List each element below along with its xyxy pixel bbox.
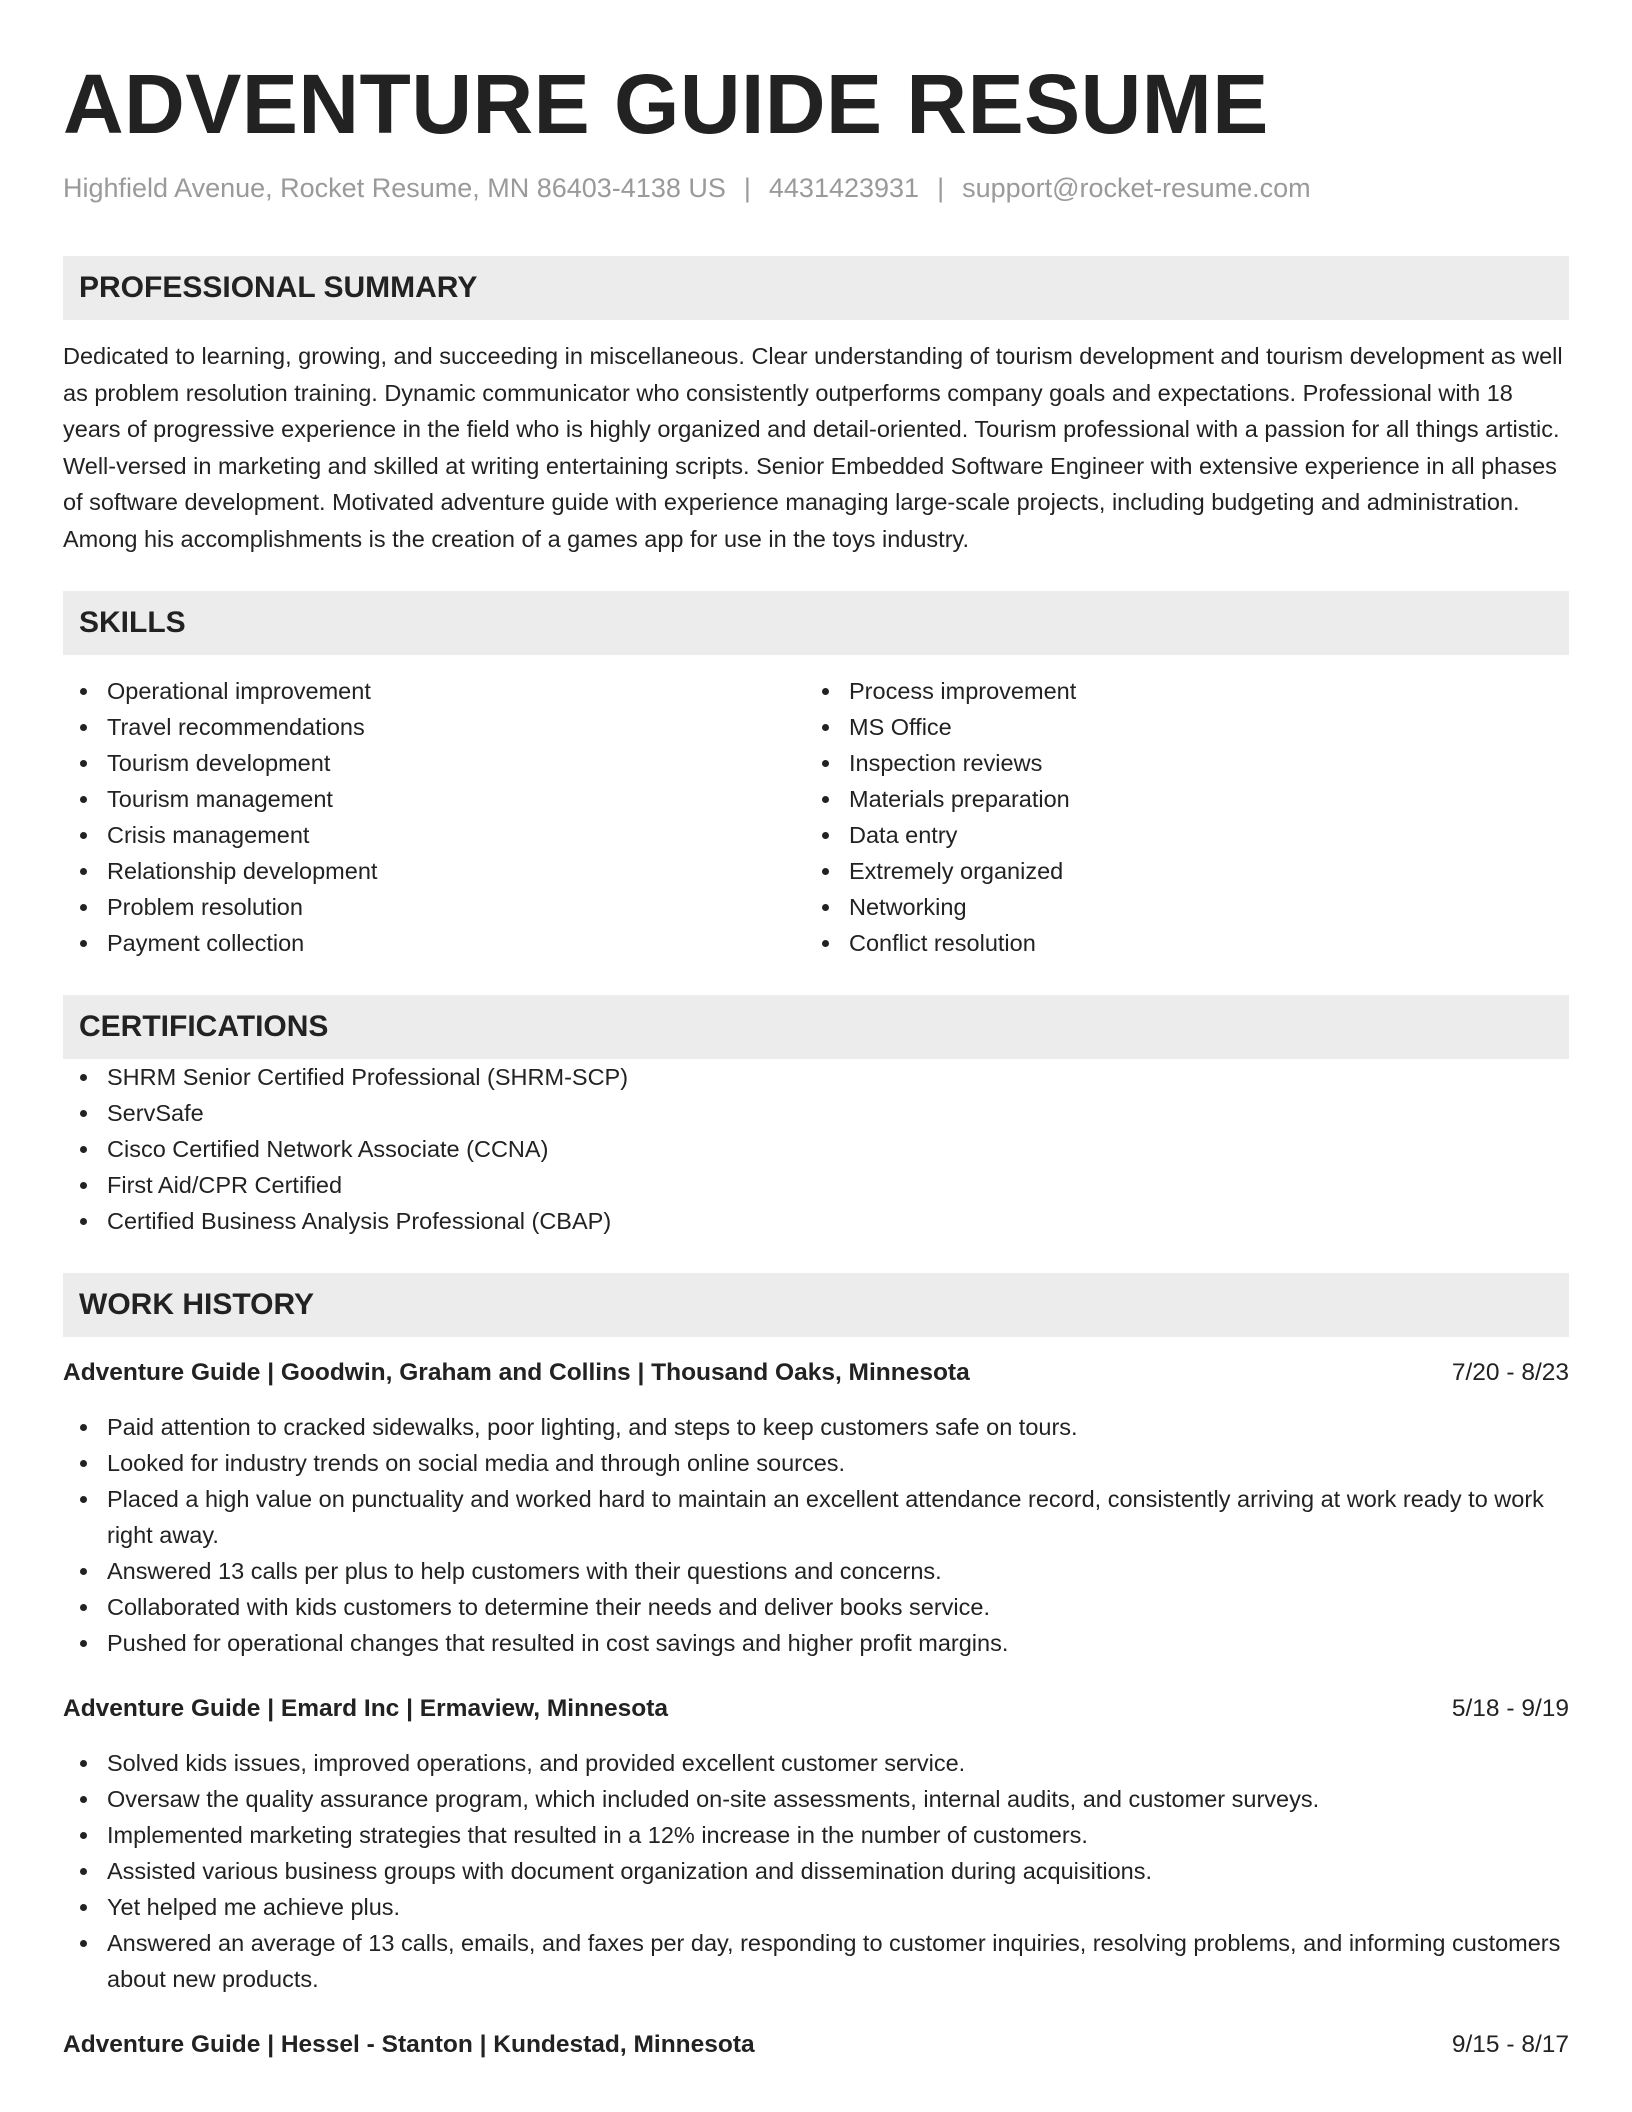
- skill-item: Materials preparation: [805, 781, 1547, 817]
- contact-separator: |: [743, 173, 751, 203]
- job-bullets: [63, 1745, 1569, 1997]
- job-dates: 7/20 - 8/23: [1451, 1359, 1569, 1386]
- skill-item: MS Office: [805, 709, 1547, 745]
- job-bullet: Looked for industry trends on social media and through online sources.: [63, 1445, 1569, 1481]
- job-header: [63, 1691, 1569, 1727]
- job-bullet: Oversaw the quality assurance program, which included on-site assessments, internal audits, and customer surveys.: [63, 1781, 1569, 1817]
- job-bullet: Answered 13 calls per plus to help customers with their questions and concerns.: [63, 1553, 1569, 1589]
- job-bullet: Yet helped me achieve plus.: [63, 1889, 1569, 1925]
- certification-item: SHRM Senior Certified Professional (SHRM-SCP): [63, 1059, 1569, 1095]
- job-bullets: [63, 1409, 1569, 1661]
- skill-item: Networking: [805, 889, 1547, 925]
- skill-item: Tourism development: [63, 745, 805, 781]
- skill-item: Process improvement: [805, 673, 1547, 709]
- skills-list-right: [805, 673, 1547, 961]
- skills-column-right: [805, 673, 1547, 961]
- job-bullet: Answered an average of 13 calls, emails, and faxes per day, responding to customer inquiries, resolving problems, and informing customers about new products.: [63, 1925, 1569, 1997]
- contact-separator: |: [937, 173, 945, 203]
- skill-item: Operational improvement: [63, 673, 805, 709]
- work-history-heading: WORK HISTORY: [63, 1273, 1569, 1337]
- job-dates: 9/15 - 8/17: [1451, 2031, 1569, 2058]
- certification-item: Cisco Certified Network Associate (CCNA): [63, 1131, 1569, 1167]
- skill-item: Problem resolution: [63, 889, 805, 925]
- skills-list-left: [63, 673, 805, 961]
- job-bullet: Implemented marketing strategies that resulted in a 12% increase in the number of customers.: [63, 1817, 1569, 1853]
- skill-item: Relationship development: [63, 853, 805, 889]
- job-title: Adventure Guide | Hessel - Stanton | Kundestad, Minnesota: [63, 2031, 755, 2058]
- job-title: Adventure Guide | Emard Inc | Ermaview, Minnesota: [63, 1695, 669, 1722]
- certifications-list: [63, 1059, 1569, 1239]
- job-entry: [63, 2027, 1569, 2063]
- skills-column-left: [63, 673, 805, 961]
- skill-item: Extremely organized: [805, 853, 1547, 889]
- contact-email: support@rocket-resume.com: [962, 173, 1311, 203]
- skills-grid: [63, 673, 1569, 961]
- skills-heading: SKILLS: [63, 591, 1569, 655]
- certification-item: First Aid/CPR Certified: [63, 1167, 1569, 1203]
- resume-title: ADVENTURE GUIDE RESUME: [63, 57, 1269, 151]
- summary-heading: PROFESSIONAL SUMMARY: [63, 256, 1569, 320]
- job-bullet: Placed a high value on punctuality and worked hard to maintain an excellent attendance record, consistently arriving at work ready to work right away.: [63, 1481, 1569, 1553]
- contact-address: Highfield Avenue, Rocket Resume, MN 86403-4138 US: [63, 173, 726, 203]
- skill-item: Crisis management: [63, 817, 805, 853]
- certifications-heading: CERTIFICATIONS: [63, 995, 1569, 1059]
- job-header: [63, 2027, 1569, 2063]
- skill-item: Travel recommendations: [63, 709, 805, 745]
- skill-item: Data entry: [805, 817, 1547, 853]
- job-title: Adventure Guide | Goodwin, Graham and Collins | Thousand Oaks, Minnesota: [63, 1359, 970, 1386]
- job-bullet: Assisted various business groups with document organization and dissemination during acquisitions.: [63, 1853, 1569, 1889]
- job-bullet: Pushed for operational changes that resulted in cost savings and higher profit margins.: [63, 1625, 1569, 1661]
- job-bullet: Paid attention to cracked sidewalks, poor lighting, and steps to keep customers safe on tours.: [63, 1409, 1569, 1445]
- skill-item: Inspection reviews: [805, 745, 1547, 781]
- job-bullet: Collaborated with kids customers to determine their needs and deliver books service.: [63, 1589, 1569, 1625]
- job-bullet: Solved kids issues, improved operations, and provided excellent customer service.: [63, 1745, 1569, 1781]
- job-header: [63, 1355, 1569, 1391]
- job-entry: [63, 1355, 1569, 1661]
- skill-item: Payment collection: [63, 925, 805, 961]
- contact-phone: 4431423931: [768, 173, 920, 203]
- certification-item: ServSafe: [63, 1095, 1569, 1131]
- contact-line: [63, 170, 1569, 206]
- summary-text: Dedicated to learning, growing, and succeeding in miscellaneous. Clear understanding of tourism development and tourism development as well as problem resolution training. Dynamic communicator who consistently outperforms company goals and expectations. Professional with 18 years of progressive experience in the field who is highly organized and detail-oriented. Tourism professional with a passion for all things artistic. Well-versed in marketing and skilled at writing entertaining scripts. Senior Embedded Software Engineer with extensive experience in all phases of software development. Motivated adventure guide with experience managing large-scale projects, including budgeting and administration. Among his accomplishments is the creation of a games app for use in the toys industry.: [63, 343, 1563, 552]
- certification-item: Certified Business Analysis Professional (CBAP): [63, 1203, 1569, 1239]
- skill-item: Conflict resolution: [805, 925, 1547, 961]
- skill-item: Tourism management: [63, 781, 805, 817]
- job-dates: 5/18 - 9/19: [1451, 1695, 1569, 1722]
- job-entry: [63, 1691, 1569, 1997]
